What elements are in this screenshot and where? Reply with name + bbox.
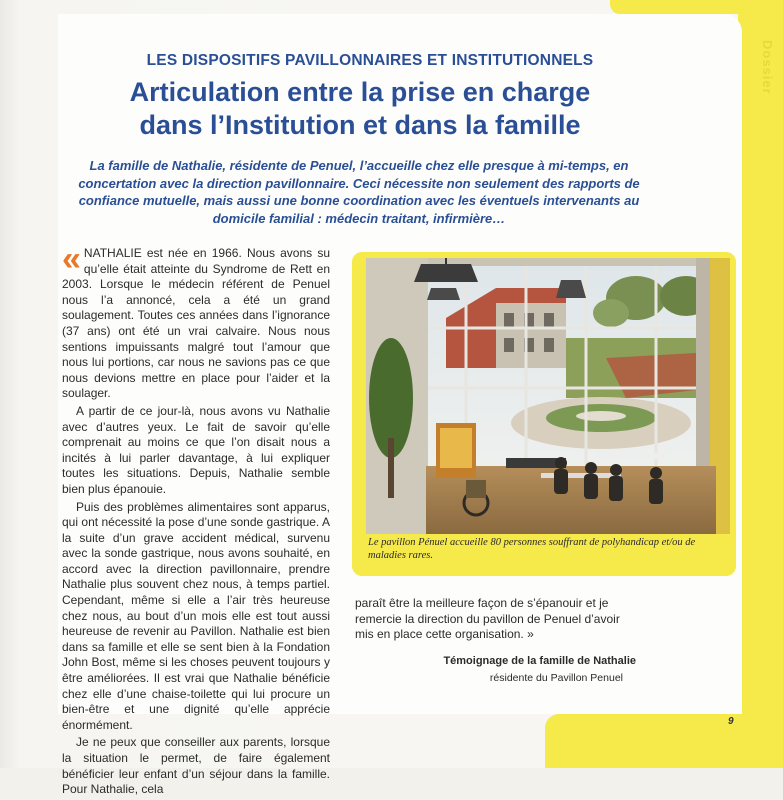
photo-caption: Le pavillon Pénuel accueille 80 personnes souffrant de polyhandicap et/ou de maladies rares. xyxy=(368,537,696,561)
article-lede: La famille de Nathalie, résidente de Penuel, l’accueille chez elle presque à mi-temps, en concertation avec la direction pavillonnaire. Ceci nécessite non seulement des rapports de confiance mutuelle, mais aussi une bonne coordination avec les éventuels intervenants au domicile familial : médecin traitant, infirmière… xyxy=(78,158,640,226)
yellow-bottom-band xyxy=(545,714,783,768)
quote-open-mark: « xyxy=(62,240,81,278)
section-kicker: LES DISPOSITIFS PAVILLONNAIRES ET INSTITUTIONNELS xyxy=(146,52,594,69)
page-number: 9 xyxy=(728,716,734,727)
pavilion-photo xyxy=(366,258,730,534)
paragraph-1-text: NATHALIE est née en 1966. Nous avons su qu’elle était atteinte du Syndrome de Rett en 2003. Lorsque le médecin référent de Penuel nous l’a annoncé, cela a été un grand soulagement. Toutes ces années dans l’ignorance (37 ans) ont été un vrai calvaire. Nous nous sentions impuissants malgré tout l’amour que nous lui portions, car nous ne savions pas ce que nous devions mettre en place pour l’aider et la soulager. xyxy=(62,246,330,401)
paragraph-4: Je ne peux que conseiller aux parents, lorsque la situation le permet, de faire également bénéficier leur enfant d’un séjour dans la famille. Pour Nathalie, cela xyxy=(62,735,330,797)
yellow-top-band xyxy=(610,0,783,14)
paragraph-3: Puis des problèmes alimentaires sont apparus, qui ont nécessité la pose d’une sonde gastrique. A la suite d’un grave accident médical, survenu avec la sonde gastrique, nous avons souhaité, en accord avec la direction pavillonnaire, prendre Nathalie plus souvent chez nous, à temps partiel. Cependant, même si elle a l’air très heureuse chez nous, au bout d’un mois elle est tout aussi heureuse de revenir au Pavillon. Nathalie est bien dans sa famille et elle se sent bien à la Fondation John Bost, même si les choses peuvent toujours y être améliorées. Il est vrai que Nathalie bénéficie chez elle d’une chaise-toilette qui lui procure un bien-être et une dignité qu’elle apprécie énormément. xyxy=(62,499,330,732)
paragraph-2: A partir de ce jour-là, nous avons vu Nathalie avec d’autres yeux. Le fait de savoir qu’elle comprenait au moins ce que l’on disait nous a incités à lui parler davantage, à lui expliquer toutes les situations. Depuis, Nathalie semble bien plus épanouie. xyxy=(62,403,330,496)
title-line-1: Articulation entre la prise en charge xyxy=(129,77,591,107)
continuation-text: paraît être la meilleure façon de s’épanouir et je remercie la direction du pavillon de Penuel d’avoir mis en place cette organisation. » xyxy=(355,596,620,642)
pavilion-atrium-illustration xyxy=(366,258,730,534)
body-column xyxy=(62,240,330,800)
signature-name: Témoignage de la famille de Nathalie xyxy=(443,655,636,667)
title-line-2: dans l’Institution et dans la famille xyxy=(139,110,581,140)
paragraph-1 xyxy=(62,240,330,402)
article-title xyxy=(80,76,640,142)
signature-role: résidente du Pavillon Penuel xyxy=(489,672,623,684)
section-tab: Dossier xyxy=(760,40,775,95)
